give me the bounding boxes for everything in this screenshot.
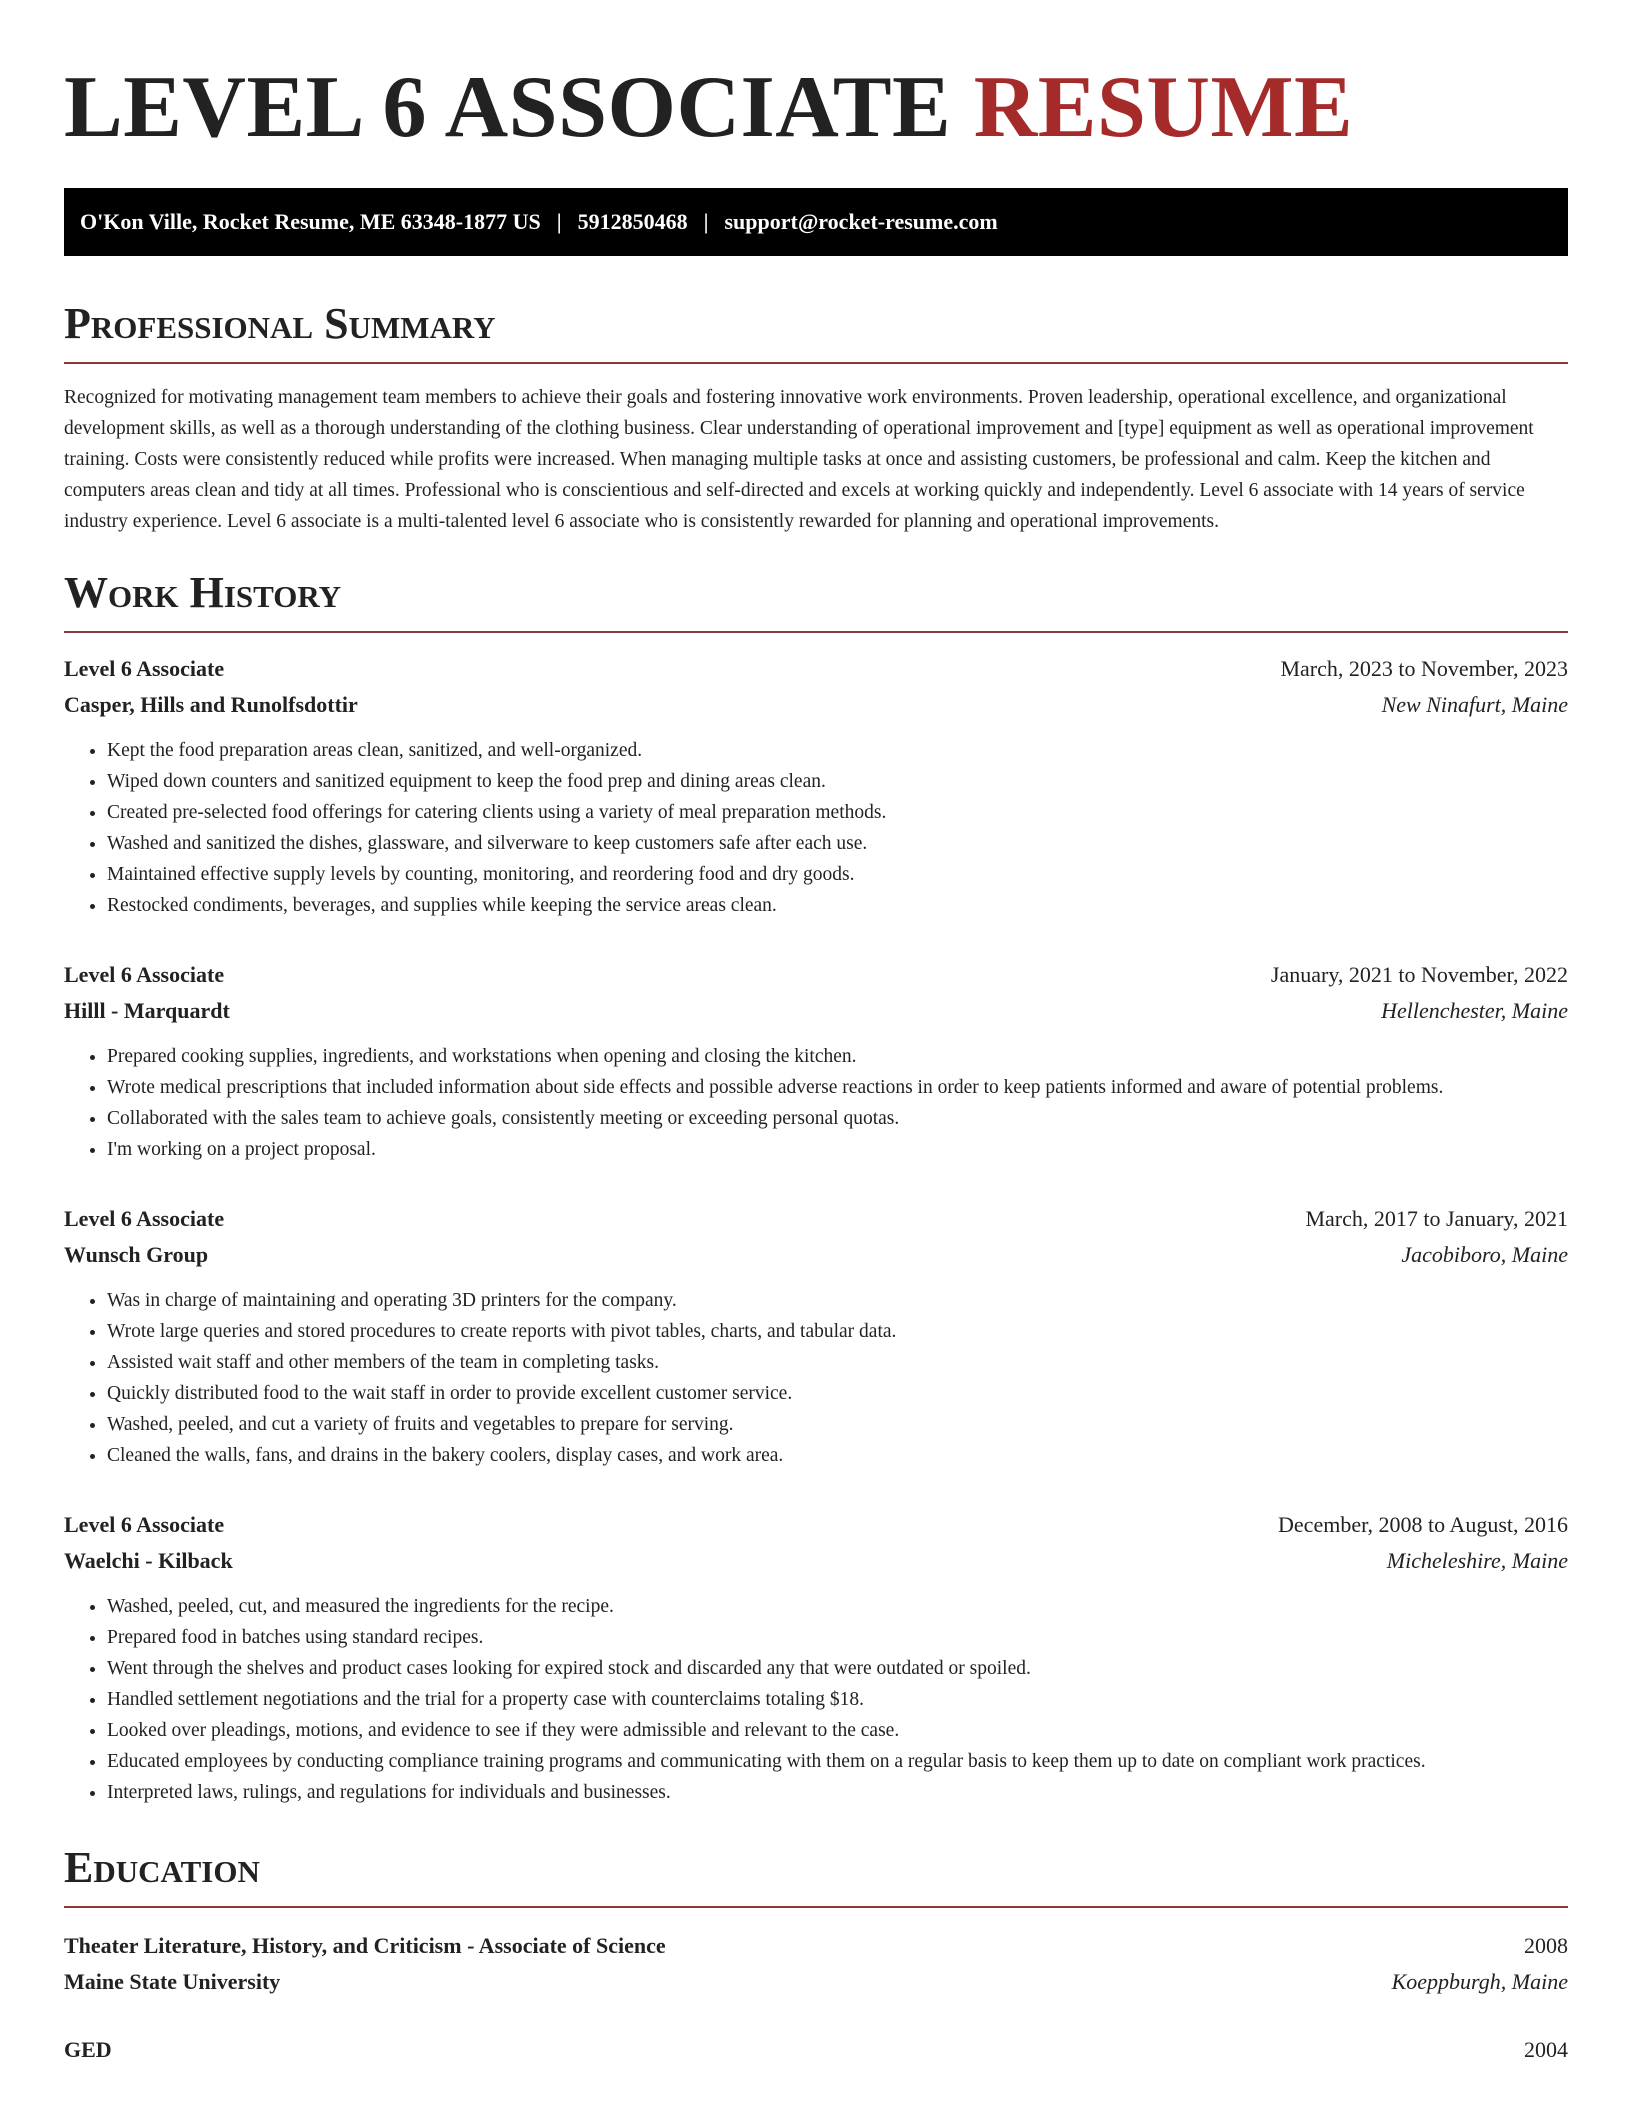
job-dates: January, 2021 to November, 2022 xyxy=(1270,962,1568,987)
education-degree: Theater Literature, History, and Criticism - Associate of Science xyxy=(64,1933,666,1958)
job-bullet: • Washed and sanitized the dishes, glassware, and silverware to keep customers safe after each use. xyxy=(107,828,1568,859)
job-company: Hilll - Marquardt xyxy=(64,998,230,1023)
education-year: 2008 xyxy=(1524,1933,1568,1958)
contact-bar xyxy=(64,188,1568,256)
job-bullet: • Was in charge of maintaining and operating 3D printers for the company. xyxy=(107,1285,1568,1316)
job-bullet: • Washed, peeled, and cut a variety of fruits and vegetables to prepare for serving. xyxy=(107,1409,1568,1440)
job-location: New Ninafurt, Maine xyxy=(1381,692,1568,717)
job-entry xyxy=(64,1201,1568,1471)
education-year: 2004 xyxy=(1524,2037,1568,2062)
job-company-row xyxy=(64,687,1568,723)
job-bullet: • Created pre-selected food offerings for catering clients using a variety of meal preparation methods. xyxy=(107,797,1568,828)
job-bullet: • Handled settlement negotiations and the trial for a property case with counterclaims totaling $18. xyxy=(107,1684,1568,1715)
job-entry xyxy=(64,1507,1568,1808)
job-bullet: • Kept the food preparation areas clean, sanitized, and well-organized. xyxy=(107,735,1568,766)
job-bullet: • Wrote large queries and stored procedures to create reports with pivot tables, charts, and tabular data. xyxy=(107,1316,1568,1347)
job-bullets xyxy=(64,1285,1568,1471)
job-location: Micheleshire, Maine xyxy=(1386,1548,1568,1573)
education-location: Koeppburgh, Maine xyxy=(1391,1969,1568,1994)
job-title: Level 6 Associate xyxy=(64,1206,225,1231)
job-company-row xyxy=(64,1543,1568,1579)
job-entry xyxy=(64,957,1568,1165)
contact-separator: | xyxy=(703,209,709,234)
job-dates: March, 2017 to January, 2021 xyxy=(1305,1206,1568,1231)
job-header-row xyxy=(64,957,1568,993)
job-location: Hellenchester, Maine xyxy=(1381,998,1568,1023)
job-bullet: • Collaborated with the sales team to achieve goals, consistently meeting or exceeding personal quotas. xyxy=(107,1103,1568,1134)
job-company: Wunsch Group xyxy=(64,1242,209,1267)
education-entry xyxy=(64,2032,1568,2068)
job-bullet: • Went through the shelves and product cases looking for expired stock and discarded any that were outdated or spoiled. xyxy=(107,1653,1568,1684)
job-company-row xyxy=(64,993,1568,1029)
job-bullet: • Washed, peeled, cut, and measured the ingredients for the recipe. xyxy=(107,1591,1568,1622)
job-bullet: • Cleaned the walls, fans, and drains in the bakery coolers, display cases, and work area. xyxy=(107,1440,1568,1471)
job-dates: March, 2023 to November, 2023 xyxy=(1280,656,1568,681)
education-degree: GED xyxy=(64,2037,112,2062)
job-title: Level 6 Associate xyxy=(64,656,225,681)
job-company: Casper, Hills and Runolfsdottir xyxy=(64,692,358,717)
job-bullet: • Quickly distributed food to the wait staff in order to provide excellent customer service. xyxy=(107,1378,1568,1409)
summary-text: Recognized for motivating management team members to achieve their goals and fostering innovative work environments. Proven leadership, operational excellence, and organizational development skills, as well as a thorough understanding of the clothing business. Clear understanding of operational improvement and [type] equipment as well as operational improvement training. Costs were consistently reduced while profits were increased. When managing multiple tasks at once and assisting customers, be professional and calm. Keep the kitchen and computers areas clean and tidy at all times. Professional who is conscientious and self-directed and excels at working quickly and independently. Level 6 associate with 14 years of service industry experience. Level 6 associate is a multi-talented level 6 associate who is consistently rewarded for planning and operational improvements. xyxy=(64,387,1534,532)
title-main: LEVEL 6 ASSOCIATE xyxy=(64,59,952,156)
education-degree-row xyxy=(64,2032,1568,2068)
job-header-row xyxy=(64,1201,1568,1237)
job-header-row xyxy=(64,1507,1568,1543)
job-entry xyxy=(64,651,1568,921)
contact-email: support@rocket-resume.com xyxy=(724,209,998,234)
job-header-row xyxy=(64,651,1568,687)
contact-address: O'Kon Ville, Rocket Resume, ME 63348-1877 US xyxy=(80,209,541,234)
job-bullets xyxy=(64,1041,1568,1165)
job-bullet: • Educated employees by conducting compliance training programs and communicating with them on a regular basis to keep them up to date on compliant work practices. xyxy=(107,1746,1568,1777)
job-bullet: • Wrote medical prescriptions that included information about side effects and possible adverse reactions in order to keep patients informed and aware of potential problems. xyxy=(107,1072,1568,1103)
job-bullets xyxy=(64,735,1568,921)
job-bullet: • Wiped down counters and sanitized equipment to keep the food prep and dining areas clean. xyxy=(107,766,1568,797)
job-bullets xyxy=(64,1591,1568,1808)
job-title: Level 6 Associate xyxy=(64,962,225,987)
education-degree-row xyxy=(64,1928,1568,1964)
job-bullet: • Assisted wait staff and other members of the team in completing tasks. xyxy=(107,1347,1568,1378)
job-location: Jacobiboro, Maine xyxy=(1401,1242,1568,1267)
contact-separator: | xyxy=(556,209,562,234)
education-entry xyxy=(64,1928,1568,2000)
summary-heading: Professional Summary xyxy=(64,302,1568,364)
resume-title xyxy=(64,56,1568,156)
job-bullet: • I'm working on a project proposal. xyxy=(107,1134,1568,1165)
education-heading: Education xyxy=(64,1846,1568,1908)
job-bullet: • Prepared cooking supplies, ingredients, and workstations when opening and closing the kitchen. xyxy=(107,1041,1568,1072)
job-bullet: • Prepared food in batches using standard recipes. xyxy=(107,1622,1568,1653)
job-title: Level 6 Associate xyxy=(64,1512,225,1537)
job-bullet: • Interpreted laws, rulings, and regulations for individuals and businesses. xyxy=(107,1777,1568,1808)
job-company-row xyxy=(64,1237,1568,1273)
job-company: Waelchi - Kilback xyxy=(64,1548,233,1573)
education-school-row xyxy=(64,1964,1568,2000)
education-school: Maine State University xyxy=(64,1969,281,1994)
title-accent: RESUME xyxy=(973,59,1354,156)
job-bullet: • Restocked condiments, beverages, and supplies while keeping the service areas clean. xyxy=(107,890,1568,921)
job-dates: December, 2008 to August, 2016 xyxy=(1278,1512,1568,1537)
work-history-heading: Work History xyxy=(64,571,1568,633)
job-bullet: • Maintained effective supply levels by counting, monitoring, and reordering food and dry goods. xyxy=(107,859,1568,890)
contact-phone: 5912850468 xyxy=(577,209,688,234)
job-bullet: • Looked over pleadings, motions, and evidence to see if they were admissible and relevant to the case. xyxy=(107,1715,1568,1746)
